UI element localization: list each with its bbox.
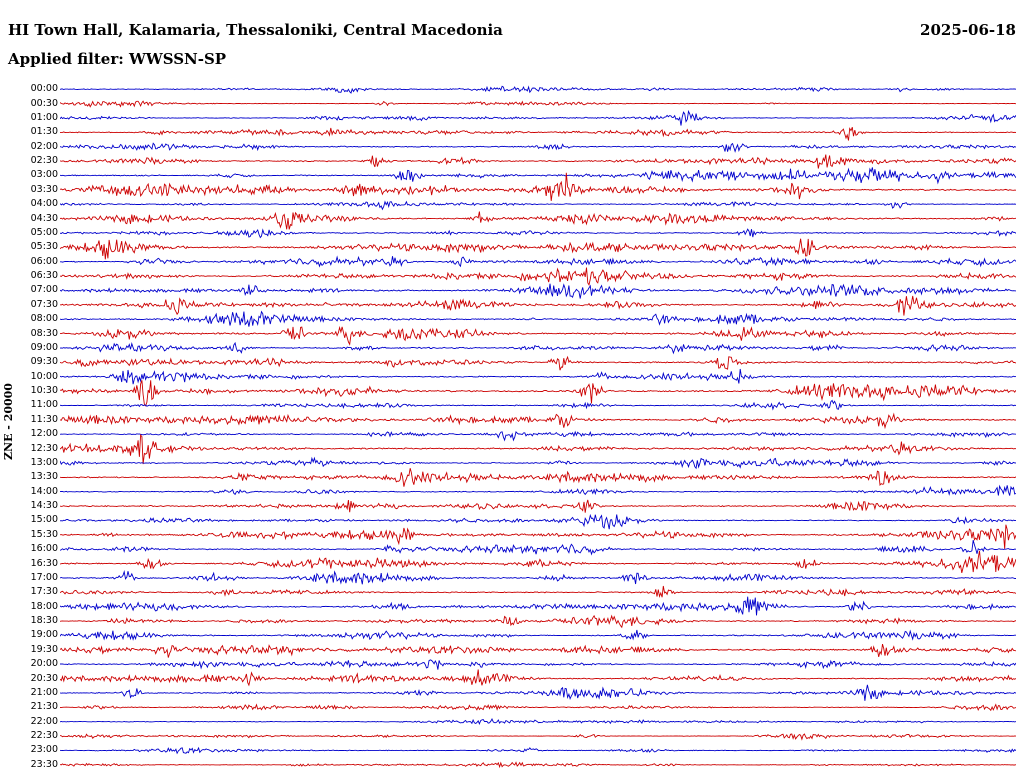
time-tick-label: 14:00 [30,485,58,497]
seismogram-traces [60,82,1016,772]
trace-line [60,432,1016,440]
trace-line [60,435,1016,464]
trace-line [60,500,1016,513]
time-tick-label: 01:30 [30,126,58,138]
time-tick-label: 08:30 [30,327,58,339]
trace-line [60,748,1016,753]
time-tick-label: 05:00 [30,226,58,238]
time-tick-label: 01:00 [30,111,58,123]
trace-line [60,705,1016,711]
time-tick-label: 13:00 [30,456,58,468]
trace-line [60,268,1016,285]
trace-line [60,284,1016,299]
trace-line [60,400,1016,409]
trace-line [60,111,1016,125]
time-tick-label: 07:30 [30,298,58,310]
time-tick-label: 13:30 [30,471,58,483]
time-tick-label: 15:30 [30,528,58,540]
trace-line [60,551,1016,573]
trace-line [60,685,1016,701]
time-tick-label: 16:30 [30,557,58,569]
time-tick-label: 12:30 [30,442,58,454]
time-tick-label: 17:30 [30,586,58,598]
time-tick-label: 14:30 [30,500,58,512]
time-tick-label: 06:00 [30,255,58,267]
chart-header [0,0,1024,78]
trace-line [60,167,1016,183]
time-tick-label: 10:00 [30,370,58,382]
time-tick-label: 03:00 [30,169,58,181]
trace-line [60,571,1016,584]
time-tick-label: 10:30 [30,385,58,397]
time-tick-label: 04:00 [30,198,58,210]
time-tick-label: 12:00 [30,428,58,440]
date-label: 2025-06-18 [920,21,1016,39]
trace-line [60,586,1016,597]
trace-line [60,540,1016,554]
time-tick-label: 18:00 [30,600,58,612]
trace-line [60,327,1016,344]
trace-line [60,312,1016,327]
trace-line [60,660,1016,670]
trace-line [60,630,1016,640]
time-tick-label: 09:00 [30,341,58,353]
trace-line [60,458,1016,468]
time-tick-label: 09:30 [30,356,58,368]
trace-line [60,616,1016,627]
time-tick-label: 00:30 [30,97,58,109]
trace-line [60,369,1016,384]
trace-line [60,670,1016,686]
trace-line [60,719,1016,724]
time-tick-label: 15:00 [30,514,58,526]
time-tick-label: 11:00 [30,399,58,411]
trace-line [60,414,1016,427]
time-tick-label: 20:00 [30,658,58,670]
time-tick-label: 21:00 [30,686,58,698]
trace-line [60,296,1016,316]
time-tick-label: 05:30 [30,241,58,253]
time-tick-label: 03:30 [30,183,58,195]
helicorder-plot [60,82,1016,772]
time-tick-label: 11:30 [30,413,58,425]
filter-label: Applied filter: WWSSN-SP [8,50,227,68]
time-tick-label: 07:00 [30,284,58,296]
time-tick-label: 00:00 [30,83,58,95]
page-title: HI Town Hall, Kalamaria, Thessaloniki, Central Macedonia [8,21,503,39]
trace-line [60,173,1016,201]
time-tick-label: 19:00 [30,629,58,641]
trace-line [60,734,1016,739]
time-tick-label: 08:00 [30,313,58,325]
time-tick-label: 02:00 [30,140,58,152]
time-tick-label: 06:30 [30,270,58,282]
time-tick-label: 18:30 [30,615,58,627]
trace-line [60,239,1016,260]
time-tick-label: 02:30 [30,155,58,167]
trace-line [60,127,1016,140]
trace-line [60,155,1016,169]
trace-line [60,644,1016,658]
trace-line [60,485,1016,495]
trace-line [60,212,1016,230]
time-tick-label: 16:00 [30,543,58,555]
time-tick-label: 23:00 [30,744,58,756]
trace-line [60,597,1016,616]
trace-line [60,86,1016,93]
trace-line [60,343,1016,353]
time-tick-label: 19:30 [30,643,58,655]
trace-line [60,101,1016,107]
time-tick-label: 22:00 [30,715,58,727]
time-tick-label: 20:30 [30,672,58,684]
trace-line [60,357,1016,370]
time-tick-label: 04:30 [30,212,58,224]
time-tick-label: 22:30 [30,730,58,742]
trace-line [60,202,1016,210]
trace-line [60,762,1016,766]
time-tick-label: 21:30 [30,701,58,713]
time-axis [0,82,58,772]
time-tick-label: 17:00 [30,571,58,583]
y-axis-label-text: ZNE - 20000 [2,383,15,460]
trace-line [60,143,1016,151]
trace-line [60,256,1016,266]
trace-line [60,380,1016,406]
time-tick-label: 23:30 [30,758,58,770]
trace-line [60,525,1016,549]
trace-line [60,468,1016,487]
trace-line [60,515,1016,530]
trace-line [60,229,1016,237]
